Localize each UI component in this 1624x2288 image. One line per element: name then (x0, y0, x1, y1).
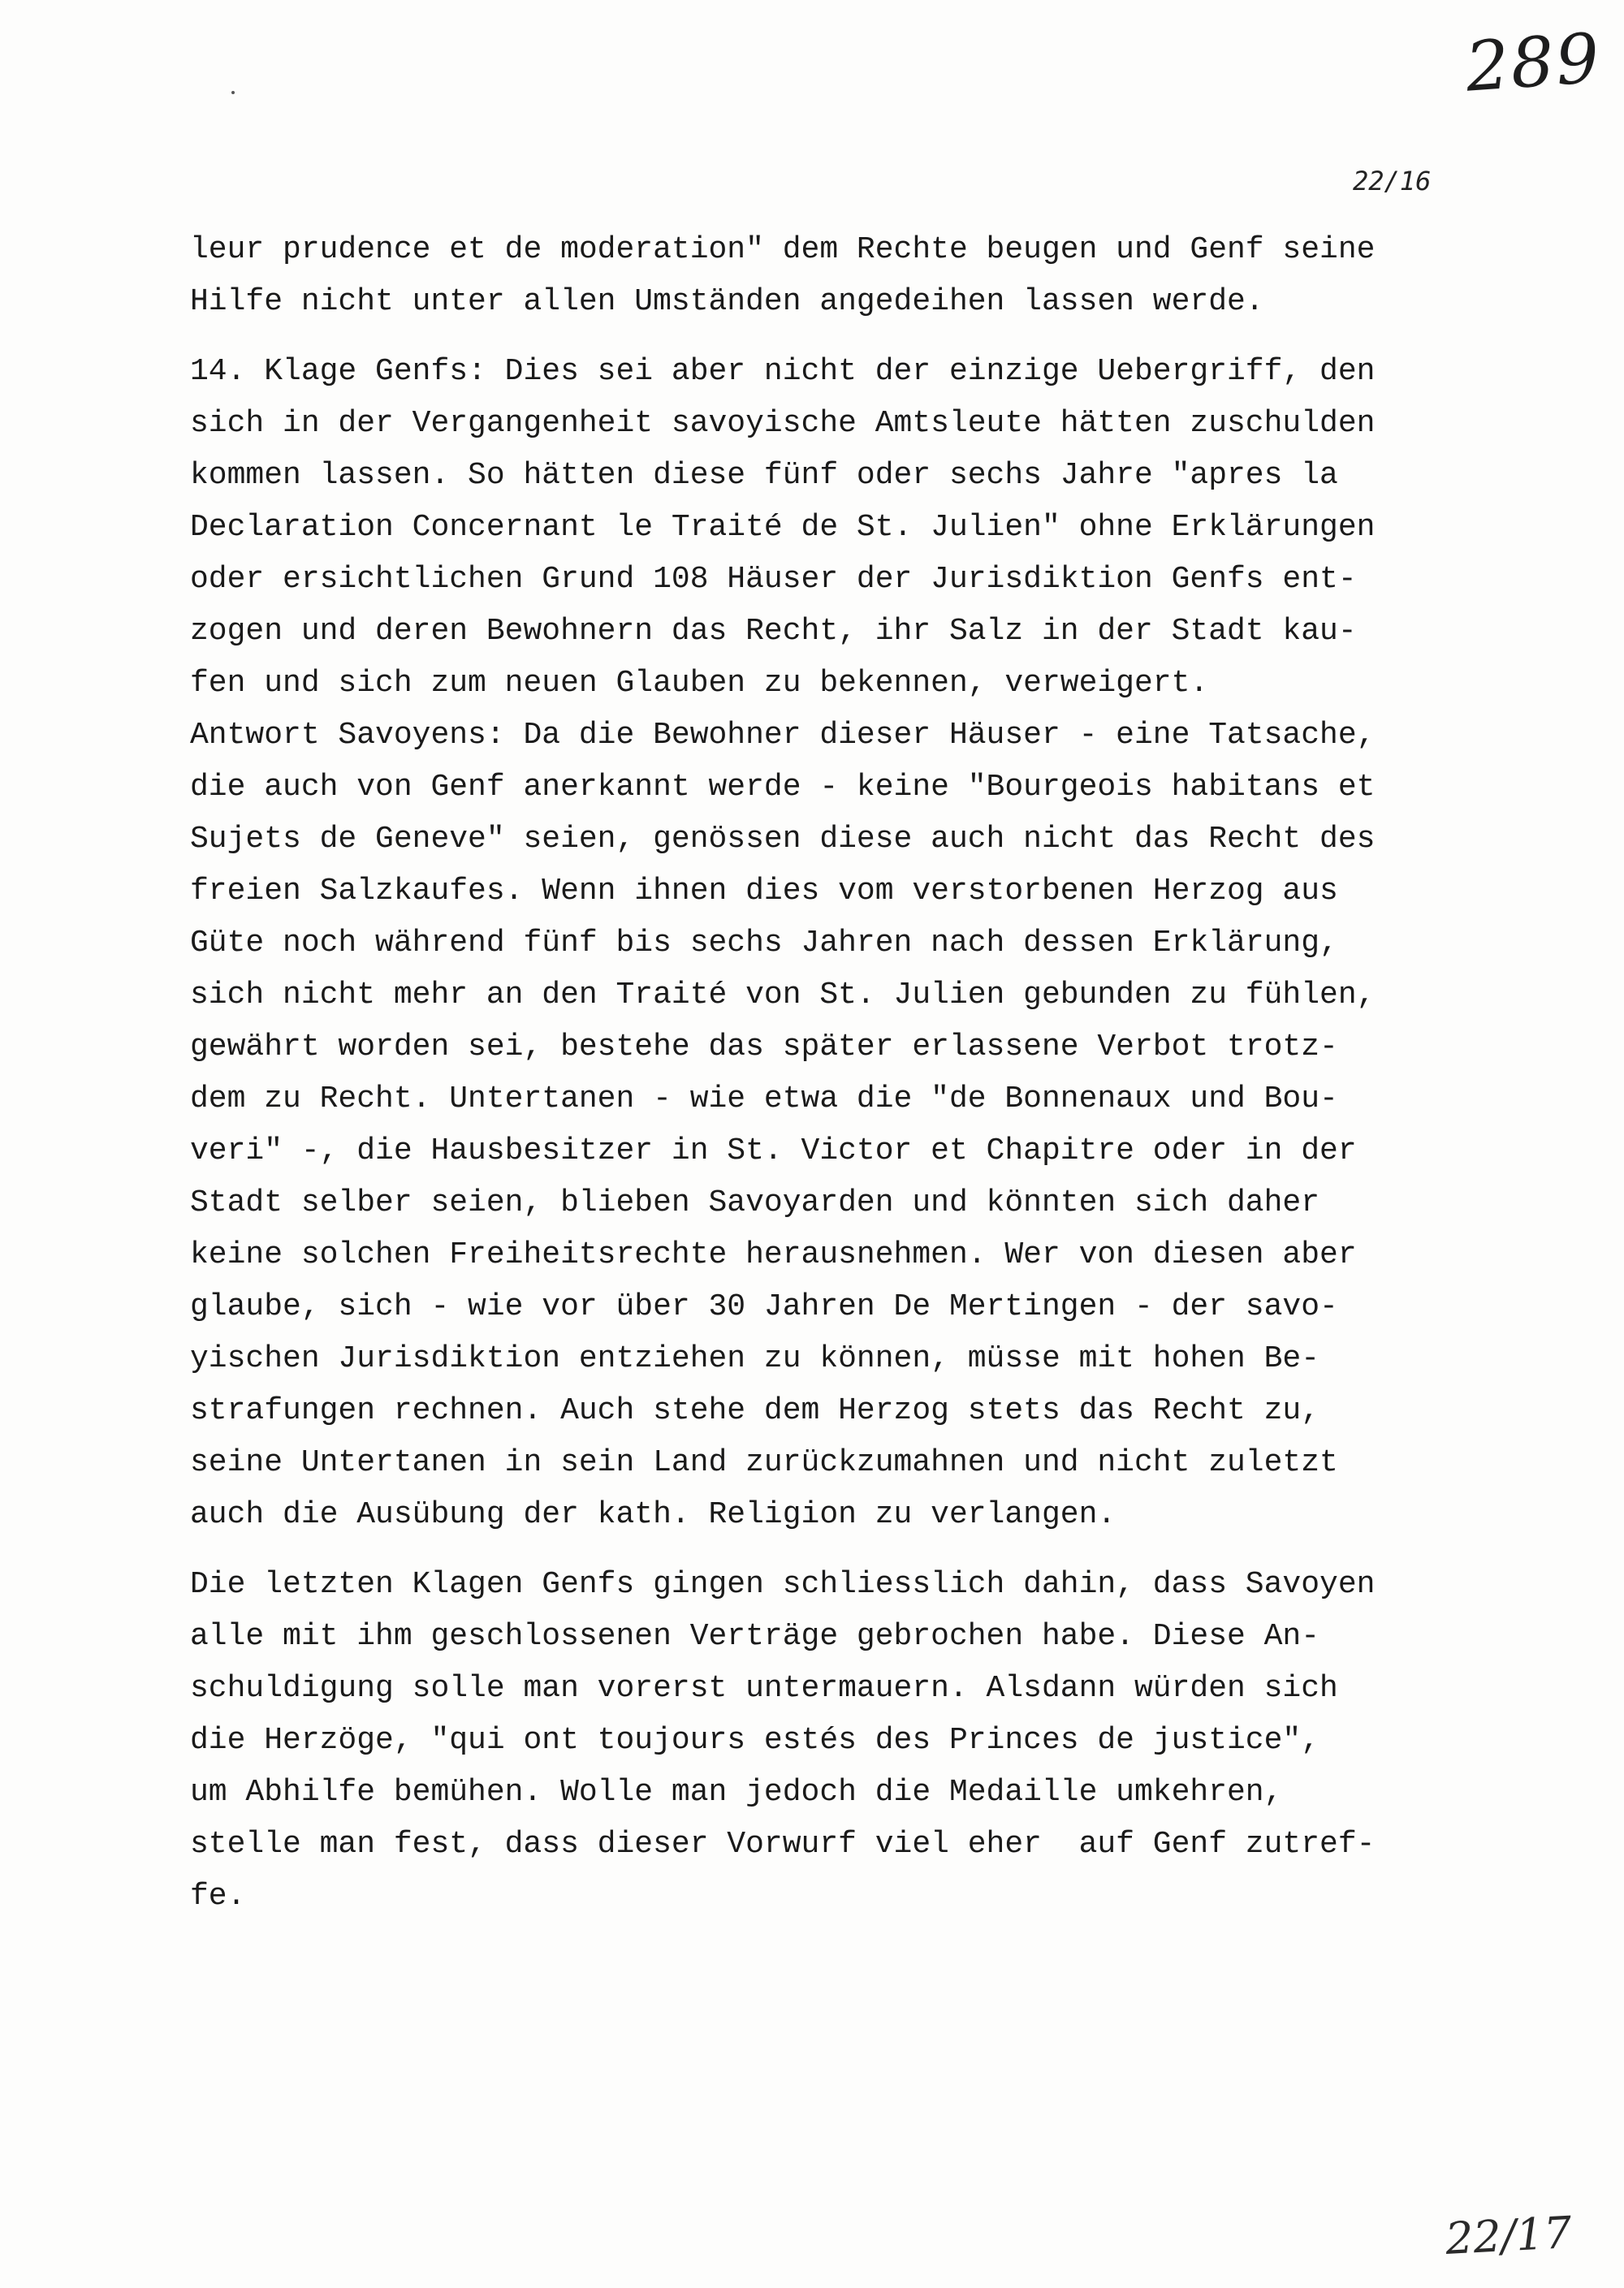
text-line: Die letzten Klagen Genfs gingen schliesslich dahin, dass Savoyen (190, 1567, 1376, 1602)
text-line: fen und sich zum neuen Glauben zu bekennen, verweigert. (190, 666, 1209, 701)
text-line: die auch von Genf anerkannt werde - keine "Bourgeois habitans et (190, 770, 1376, 805)
text-line: yischen Jurisdiktion entziehen zu können, müsse mit hohen Be- (190, 1341, 1320, 1376)
text-line: freien Salzkaufes. Wenn ihnen dies vom verstorbenen Herzog aus (190, 874, 1338, 909)
text-line: die Herzöge, "qui ont toujours estés des Princes de justice", (190, 1723, 1320, 1758)
text-line: schuldigung solle man vorerst untermauern. Alsdann würden sich (190, 1671, 1338, 1706)
handwritten-bottom-annotation: 22/17 (1444, 2206, 1574, 2265)
text-line: leur prudence et de moderation" dem Rechte beugen und Genf seine (190, 232, 1376, 267)
paragraph (190, 346, 1457, 1541)
paragraph-gap (190, 328, 1457, 346)
text-line: Declaration Concernant le Traité de St. Julien" ohne Erklärungen (190, 510, 1376, 545)
text-line: strafungen rechnen. Auch stehe dem Herzog stets das Recht zu, (190, 1393, 1320, 1428)
text-line: fe. (190, 1879, 246, 1914)
text-line: Stadt selber seien, blieben Savoyarden und könnten sich daher (190, 1185, 1320, 1220)
paragraph (190, 1559, 1457, 1923)
handwritten-folio-number: 289 (1462, 18, 1604, 107)
text-line: Hilfe nicht unter allen Umständen angedeihen lassen werde. (190, 284, 1264, 319)
text-line: veri" -, die Hausbesitzer in St. Victor et Chapitre oder in der (190, 1133, 1357, 1168)
text-line: alle mit ihm geschlossenen Verträge gebrochen habe. Diese An- (190, 1619, 1320, 1654)
text-line: 14. Klage Genfs: Dies sei aber nicht der einzige Uebergriff, den (190, 354, 1376, 389)
text-line: sich nicht mehr an den Traité von St. Julien gebunden zu fühlen, (190, 978, 1376, 1012)
text-line: glaube, sich - wie vor über 30 Jahren De Mertingen - der savo- (190, 1289, 1338, 1324)
scan-speck (231, 91, 235, 94)
paragraph (190, 224, 1457, 328)
page-number: 22/16 (1353, 166, 1432, 196)
text-line: dem zu Recht. Untertanen - wie etwa die "de Bonnenaux und Bou- (190, 1081, 1338, 1116)
text-line: keine solchen Freiheitsrechte herausnehmen. Wer von diesen aber (190, 1237, 1357, 1272)
text-line: auch die Ausübung der kath. Religion zu verlangen. (190, 1497, 1116, 1532)
text-line: Güte noch während fünf bis sechs Jahren nach dessen Erklärung, (190, 926, 1338, 961)
body-text (190, 224, 1457, 1923)
text-line: Antwort Savoyens: Da die Bewohner dieser Häuser - eine Tatsache, (190, 718, 1376, 753)
text-line: gewährt worden sei, bestehe das später erlassene Verbot trotz- (190, 1030, 1338, 1064)
text-line: zogen und deren Bewohnern das Recht, ihr Salz in der Stadt kau- (190, 614, 1357, 649)
text-line: stelle man fest, dass dieser Vorwurf viel eher auf Genf zutref- (190, 1827, 1376, 1862)
text-line: Sujets de Geneve" seien, genössen diese auch nicht das Recht des (190, 822, 1376, 857)
text-line: kommen lassen. So hätten diese fünf oder sechs Jahre "apres la (190, 458, 1338, 493)
text-line: seine Untertanen in sein Land zurückzumahnen und nicht zuletzt (190, 1445, 1338, 1480)
paragraph-gap (190, 1541, 1457, 1559)
text-line: oder ersichtlichen Grund 108 Häuser der Jurisdiktion Genfs ent- (190, 562, 1357, 597)
text-line: um Abhilfe bemühen. Wolle man jedoch die Medaille umkehren, (190, 1775, 1283, 1810)
text-line: sich in der Vergangenheit savoyische Amtsleute hätten zuschulden (190, 406, 1376, 441)
